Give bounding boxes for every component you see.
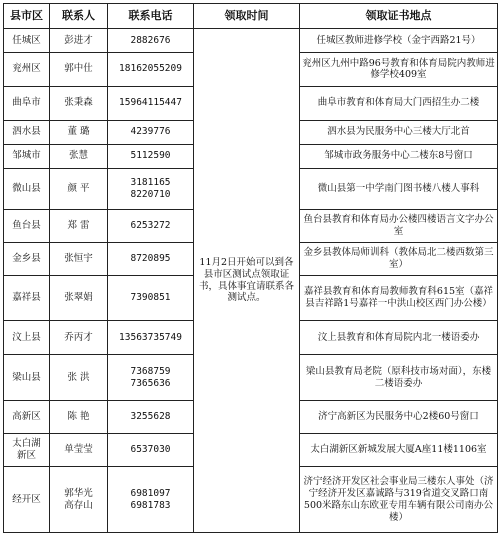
phone-line: 8720895 <box>130 252 171 264</box>
phone-line: 4239776 <box>130 126 171 138</box>
phone-line: 18162055209 <box>119 63 182 75</box>
phone-cell <box>108 275 194 321</box>
contact-cell <box>50 467 108 533</box>
county-line: 曲阜市 <box>12 97 41 109</box>
contact-line: 颜 平 <box>67 182 90 194</box>
contact-line: 单莹莹 <box>64 444 93 456</box>
contact-cell <box>50 210 108 243</box>
county-line: 汶上县 <box>12 331 41 343</box>
phone-cell <box>108 321 194 355</box>
county-cell <box>4 168 50 209</box>
phone-line: 6537030 <box>130 444 171 456</box>
address-cell: 金乡县教体局师训科（教体局北二楼西数第三室） <box>300 242 498 275</box>
county-cell <box>4 321 50 355</box>
county-cell <box>4 120 50 144</box>
county-line: 兖州区 <box>12 63 41 75</box>
address-cell: 泗水县为民服务中心三楼大厅北首 <box>300 120 498 144</box>
phone-cell <box>108 467 194 533</box>
phone-cell <box>108 86 194 120</box>
county-line: 梁山县 <box>12 371 41 383</box>
contact-line: 彭进才 <box>64 34 93 46</box>
county-cell <box>4 242 50 275</box>
certificate-pickup-table <box>3 3 498 533</box>
county-cell <box>4 86 50 120</box>
county-cell <box>4 355 50 401</box>
table-row <box>4 29 498 53</box>
phone-cell <box>108 242 194 275</box>
phone-line: 15964115447 <box>119 97 182 109</box>
header-time: 领取时间 <box>194 4 300 29</box>
contact-line: 郑 雷 <box>67 220 90 231</box>
contact-cell <box>50 144 108 168</box>
address-cell: 嘉祥县教育和体育局教师教育科615室（嘉祥县吉祥路1号嘉祥一中洪山校区西门办公楼） <box>300 275 498 321</box>
phone-line: 13563735749 <box>119 331 182 343</box>
contact-cell <box>50 355 108 401</box>
contact-line: 张慧 <box>68 150 88 162</box>
contact-cell <box>50 400 108 433</box>
address-cell: 鱼台县教育和体育局办公楼四楼语言文字办公室 <box>300 210 498 243</box>
contact-line: 高存山 <box>64 499 93 511</box>
contact-cell <box>50 86 108 120</box>
phone-cell <box>108 400 194 433</box>
county-cell <box>4 433 50 467</box>
phone-line: 6253272 <box>130 220 171 231</box>
header-address: 领取证书地点 <box>300 4 498 29</box>
address-cell: 曲阜市教育和体育局大门西招生办二楼 <box>300 86 498 120</box>
contact-line: 郭华光 <box>64 487 93 499</box>
phone-line: 2882676 <box>130 34 171 46</box>
phone-line: 7368759 <box>130 365 171 377</box>
county-line: 泗水县 <box>12 126 41 138</box>
county-line: 鱼台县 <box>12 220 41 231</box>
pickup-time-cell: 11月2日开始可以到各县市区测试点领取证书，具体事宜请联系各测试点。 <box>194 29 300 533</box>
phone-cell <box>108 355 194 401</box>
phone-cell <box>108 168 194 209</box>
phone-line: 3255628 <box>130 410 171 422</box>
phone-line: 7390851 <box>130 291 171 303</box>
contact-cell <box>50 275 108 321</box>
contact-line: 陈 艳 <box>67 410 90 422</box>
phone-cell <box>108 210 194 243</box>
header-contact: 联系人 <box>50 4 108 29</box>
contact-line: 乔丙才 <box>64 331 93 343</box>
contact-line: 张恒宇 <box>64 252 93 264</box>
phone-line: 5112590 <box>130 150 171 162</box>
contact-cell <box>50 53 108 87</box>
phone-cell <box>108 433 194 467</box>
address-cell: 微山县第一中学南门图书楼八楼人事科 <box>300 168 498 209</box>
contact-line: 张翠娟 <box>64 291 93 303</box>
phone-line: 7365636 <box>130 377 171 389</box>
address-cell: 任城区教师进修学校（金宇西路21号） <box>300 29 498 53</box>
phone-line: 3181165 <box>130 176 171 188</box>
address-cell: 邹城市政务服务中心二楼东8号窗口 <box>300 144 498 168</box>
contact-cell <box>50 29 108 53</box>
county-cell <box>4 210 50 243</box>
header-county: 县市区 <box>4 4 50 29</box>
address-cell: 梁山县教育局老院（原科技市场对面），东楼二楼语委办 <box>300 355 498 401</box>
contact-cell <box>50 242 108 275</box>
county-cell <box>4 467 50 533</box>
phone-cell <box>108 53 194 87</box>
contact-line: 郭中仕 <box>64 63 93 75</box>
county-cell <box>4 53 50 87</box>
county-cell <box>4 29 50 53</box>
phone-cell <box>108 120 194 144</box>
county-line: 微山县 <box>12 182 41 194</box>
county-line: 经开区 <box>12 493 41 505</box>
county-cell <box>4 400 50 433</box>
county-line: 金乡县 <box>12 252 41 264</box>
county-cell <box>4 275 50 321</box>
contact-cell <box>50 120 108 144</box>
address-cell: 太白湖新区新城发展大厦A座11楼1106室 <box>300 433 498 467</box>
county-line: 新区 <box>16 450 36 462</box>
address-cell: 济宁高新区为民服务中心2楼60号窗口 <box>300 400 498 433</box>
phone-cell <box>108 144 194 168</box>
county-line: 高新区 <box>12 410 41 422</box>
contact-line: 董 璐 <box>67 126 90 138</box>
county-line: 邹城市 <box>12 150 41 162</box>
phone-cell <box>108 29 194 53</box>
county-line: 任城区 <box>12 34 41 46</box>
address-cell: 济宁经济开发区社会事业局三楼东人事处（济宁经济开发区嘉诚路与319省道交叉路口南500米路东山东欧亚专用车辆有限公司南办公楼） <box>300 467 498 533</box>
county-line: 太白湖 <box>12 438 41 450</box>
phone-line: 8220710 <box>130 188 171 200</box>
table-body <box>4 29 498 533</box>
county-cell <box>4 144 50 168</box>
address-cell: 兖州区九州中路96号教育和体育局院内教师进修学校409室 <box>300 53 498 87</box>
county-line: 嘉祥县 <box>12 291 41 303</box>
contact-cell <box>50 168 108 209</box>
phone-line: 6981783 <box>130 499 171 511</box>
contact-line: 张 洪 <box>67 371 90 383</box>
contact-cell <box>50 433 108 467</box>
contact-line: 张秉森 <box>64 97 93 109</box>
contact-cell <box>50 321 108 355</box>
address-cell: 汶上县教育和体育局院内北一楼语委办 <box>300 321 498 355</box>
table-header-row <box>4 4 498 29</box>
header-phone: 联系电话 <box>108 4 194 29</box>
phone-line: 6981097 <box>130 487 171 499</box>
